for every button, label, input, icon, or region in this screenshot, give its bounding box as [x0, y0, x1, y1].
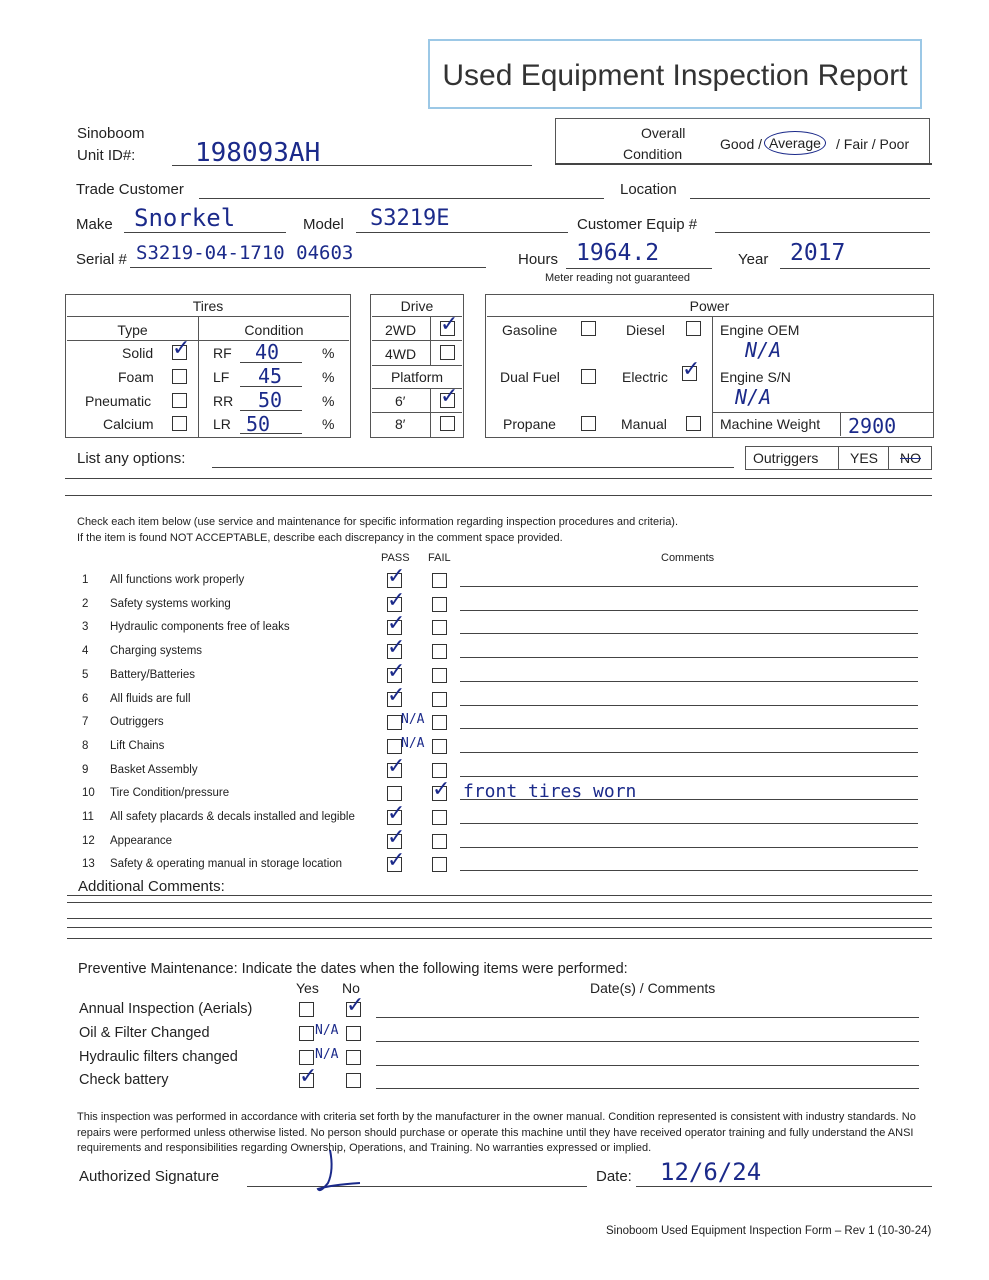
tires-type-header: Type — [117, 322, 148, 338]
tire-rr-value[interactable]: 50 — [258, 388, 283, 412]
power-title: Power — [689, 298, 730, 314]
pm-dates-header: Date(s) / Comments — [590, 980, 716, 996]
fail-checkbox[interactable] — [432, 763, 447, 778]
outriggers-label: Outriggers — [753, 450, 819, 466]
tire-lf-label: LF — [213, 369, 230, 385]
make-value[interactable]: Snorkel — [134, 204, 236, 232]
pass-checkbox[interactable] — [387, 692, 402, 707]
date-value[interactable]: 12/6/24 — [660, 1158, 762, 1186]
pm-item-label: Oil & Filter Changed — [79, 1025, 210, 1041]
pm-no-checkbox[interactable] — [346, 1050, 361, 1065]
pm-heading: Preventive Maintenance: Indicate the dates when the following items were performed: — [78, 961, 628, 977]
tire-type-pneumatic: Pneumatic — [85, 393, 152, 409]
fail-checkbox[interactable] — [432, 692, 447, 707]
power-electric-label: Electric — [622, 369, 668, 385]
fail-checkbox[interactable] — [432, 810, 447, 825]
tire-type-solid-checkbox[interactable] — [172, 345, 187, 360]
pm-no-checkbox[interactable] — [346, 1002, 361, 1017]
checklist-num: 10 — [82, 787, 95, 799]
checklist-label: Outriggers — [110, 716, 164, 728]
pass-checkbox[interactable] — [387, 786, 402, 801]
instructions-line-1: Check each item below (use service and maintenance for specific information regarding inspection procedures and criteria). — [77, 516, 679, 528]
signature-scribble — [300, 1145, 370, 1200]
checklist-label: Lift Chains — [110, 740, 165, 752]
tire-rf-label: RF — [213, 345, 232, 361]
machine-weight-value[interactable]: 2900 — [848, 414, 897, 438]
checklist-num: 5 — [82, 669, 89, 681]
tire-type-solid: Solid — [122, 345, 154, 361]
checklist-label: Appearance — [110, 835, 173, 847]
pass-checkbox[interactable] — [387, 668, 402, 683]
power-propane-checkbox[interactable] — [581, 416, 596, 431]
drive-4wd-checkbox[interactable] — [440, 345, 455, 360]
pass-checkbox[interactable] — [387, 857, 402, 872]
power-manual-label: Manual — [621, 416, 667, 432]
signature-line[interactable] — [247, 1186, 587, 1187]
fail-checkbox[interactable] — [432, 597, 447, 612]
pm-na-mark: N/A — [315, 1023, 339, 1038]
fail-checkbox[interactable] — [432, 834, 447, 849]
drive-2wd-checkbox[interactable] — [440, 321, 455, 336]
pass-checkbox[interactable] — [387, 739, 402, 754]
tire-rr-unit: % — [322, 393, 335, 409]
pm-yes-header: Yes — [296, 980, 319, 996]
fail-checkbox[interactable] — [432, 644, 447, 659]
checklist-num: 2 — [82, 598, 89, 610]
power-diesel-checkbox[interactable] — [686, 321, 701, 336]
tire-type-calcium-checkbox[interactable] — [172, 416, 187, 431]
model-label: Model — [303, 216, 344, 233]
checklist-comment[interactable]: front tires worn — [463, 781, 637, 802]
power-dual-fuel-checkbox[interactable] — [581, 369, 596, 384]
pass-checkbox[interactable] — [387, 597, 402, 612]
overall-label-1: Overall — [641, 125, 686, 141]
checklist-num: 1 — [82, 574, 89, 586]
fail-checkbox[interactable] — [432, 715, 447, 730]
fail-header: FAIL — [428, 552, 451, 564]
comments-header: Comments — [661, 552, 715, 564]
checklist-num: 4 — [82, 645, 89, 657]
drive-4wd-label: 4WD — [385, 346, 417, 362]
pm-na-mark: N/A — [315, 1047, 339, 1062]
pass-checkbox[interactable] — [387, 573, 402, 588]
power-dual-fuel-label: Dual Fuel — [500, 369, 560, 385]
customer-equip-label: Customer Equip # — [577, 216, 698, 233]
tire-type-foam: Foam — [118, 369, 154, 385]
options-label: List any options: — [77, 450, 186, 467]
pass-header: PASS — [381, 552, 410, 564]
pm-yes-checkbox[interactable] — [299, 1050, 314, 1065]
disclaimer: This inspection was performed in accordance with criteria set forth by the manufacturer in the owner manual. Condition represented is consistent with industry standards. No repairs were performed unless otherwise listed. No person should purchase or operate this machine until they have received operator training and fully understand the ANSI requirements and responsibilities regarding Ownership, Operations, and Training. No warranties expressed or implied. — [77, 1111, 916, 1154]
pm-no-checkbox[interactable] — [346, 1026, 361, 1041]
year-value[interactable]: 2017 — [790, 240, 846, 266]
platform-6ft-checkbox[interactable] — [440, 393, 455, 408]
engine-sn-value[interactable]: N/A — [735, 385, 772, 409]
trade-customer-label: Trade Customer — [76, 181, 184, 198]
tire-lr-label: LR — [213, 416, 231, 432]
pass-checkbox[interactable] — [387, 644, 402, 659]
checklist-num: 11 — [82, 811, 94, 823]
fail-checkbox[interactable] — [432, 739, 447, 754]
drive-2wd-label: 2WD — [385, 322, 417, 338]
form-id: Sinoboom Used Equipment Inspection Form – Rev 1 (10-30-24) — [606, 1225, 932, 1237]
checklist-label: Safety & operating manual in storage location — [110, 858, 343, 870]
tire-rf-unit: % — [322, 345, 335, 361]
pm-yes-checkbox[interactable] — [299, 1026, 314, 1041]
checklist-label: Basket Assembly — [110, 764, 198, 776]
platform-8ft-label: 8′ — [395, 416, 406, 432]
checklist-label: Tire Condition/pressure — [110, 787, 230, 799]
checklist-num: 8 — [82, 740, 89, 752]
tire-lf-value[interactable]: 45 — [258, 364, 283, 388]
tire-lr-unit: % — [322, 416, 335, 432]
machine-weight-label: Machine Weight — [720, 416, 821, 432]
signature-label: Authorized Signature — [79, 1168, 220, 1185]
tires-title: Tires — [192, 298, 224, 314]
additional-comments-label: Additional Comments: — [78, 878, 225, 895]
power-electric-checkbox[interactable] — [682, 366, 697, 381]
instructions-line-2: If the item is found NOT ACCEPTABLE, describe each discrepancy in the comment space provided. — [77, 532, 563, 544]
pm-no-header: No — [342, 980, 360, 996]
fail-checkbox[interactable] — [432, 786, 447, 801]
power-gasoline-label: Gasoline — [502, 322, 558, 338]
page-title: Used Equipment Inspection Report — [442, 59, 908, 92]
pm-item-label: Annual Inspection (Aerials) — [79, 1001, 253, 1017]
pass-checkbox[interactable] — [387, 834, 402, 849]
date-label: Date: — [596, 1168, 632, 1185]
checklist-num: 13 — [82, 858, 95, 870]
unit-label-2: Unit ID#: — [77, 147, 136, 164]
make-label: Make — [76, 216, 113, 233]
power-diesel-label: Diesel — [626, 322, 665, 338]
fail-checkbox[interactable] — [432, 573, 447, 588]
pass-checkbox[interactable] — [387, 620, 402, 635]
model-value[interactable]: S3219E — [370, 206, 450, 231]
checklist-label: Hydraulic components free of leaks — [110, 621, 290, 633]
tire-lf-unit: % — [322, 369, 335, 385]
year-label: Year — [738, 251, 769, 268]
unit-label-1: Sinoboom — [77, 125, 145, 142]
title-box — [428, 39, 922, 109]
checklist-num: 6 — [82, 693, 89, 705]
power-gasoline-checkbox[interactable] — [581, 321, 596, 336]
checklist-label: All fluids are full — [110, 693, 191, 705]
checklist-label: All functions work properly — [110, 574, 245, 586]
serial-value[interactable]: S3219-04-1710 04603 — [136, 242, 354, 264]
power-propane-label: Propane — [503, 416, 556, 432]
pass-checkbox[interactable] — [387, 715, 402, 730]
hours-label: Hours — [518, 251, 559, 268]
pm-yes-checkbox[interactable] — [299, 1002, 314, 1017]
outriggers-no[interactable]: NO — [900, 450, 921, 466]
meter-note: Meter reading not guaranteed — [545, 272, 690, 284]
checklist-na-mark: N/A — [401, 736, 425, 751]
hours-value[interactable]: 1964.2 — [576, 240, 660, 266]
engine-oem-label: Engine OEM — [720, 322, 800, 338]
checklist-label: All safety placards & decals installed and legible — [110, 811, 355, 823]
checklist-label: Battery/Batteries — [110, 669, 196, 681]
engine-oem-value[interactable]: N/A — [745, 338, 782, 362]
drive-title: Drive — [400, 298, 434, 314]
tires-condition-header: Condition — [244, 322, 304, 338]
checklist-label: Safety systems working — [110, 598, 231, 610]
checklist-num: 9 — [82, 764, 89, 776]
tire-type-pneumatic-checkbox[interactable] — [172, 393, 187, 408]
tire-lr-value[interactable]: 50 — [246, 412, 271, 436]
checklist-num: 3 — [82, 621, 89, 633]
condition-fair-poor: / Fair / Poor — [836, 136, 910, 152]
overall-label-2: Condition — [623, 146, 683, 162]
pm-item-label: Check battery — [79, 1072, 169, 1088]
engine-sn-label: Engine S/N — [720, 369, 791, 385]
fail-checkbox[interactable] — [432, 620, 447, 635]
pass-checkbox[interactable] — [387, 810, 402, 825]
serial-label: Serial # — [76, 251, 127, 268]
outriggers-yes[interactable]: YES — [850, 450, 879, 466]
checklist-num: 7 — [82, 716, 89, 728]
checklist-na-mark: N/A — [401, 712, 425, 727]
condition-good: Good / — [720, 136, 763, 152]
tire-rr-label: RR — [213, 393, 234, 409]
platform-6ft-label: 6′ — [395, 393, 406, 409]
pm-yes-checkbox[interactable] — [299, 1073, 314, 1088]
location-label: Location — [620, 181, 677, 198]
pm-no-checkbox[interactable] — [346, 1073, 361, 1088]
pm-item-label: Hydraulic filters changed — [79, 1049, 238, 1065]
pass-checkbox[interactable] — [387, 763, 402, 778]
fail-checkbox[interactable] — [432, 668, 447, 683]
checklist-num: 12 — [82, 835, 95, 847]
tire-type-calcium: Calcium — [103, 416, 154, 432]
condition-average: Average — [764, 131, 826, 155]
fail-checkbox[interactable] — [432, 857, 447, 872]
checklist-label: Charging systems — [110, 645, 203, 657]
unit-id-value[interactable]: 198093AH — [195, 138, 321, 168]
platform-label: Platform — [390, 369, 444, 385]
tire-type-foam-checkbox[interactable] — [172, 369, 187, 384]
power-manual-checkbox[interactable] — [686, 416, 701, 431]
platform-8ft-checkbox[interactable] — [440, 416, 455, 431]
tire-rf-value[interactable]: 40 — [255, 340, 280, 364]
